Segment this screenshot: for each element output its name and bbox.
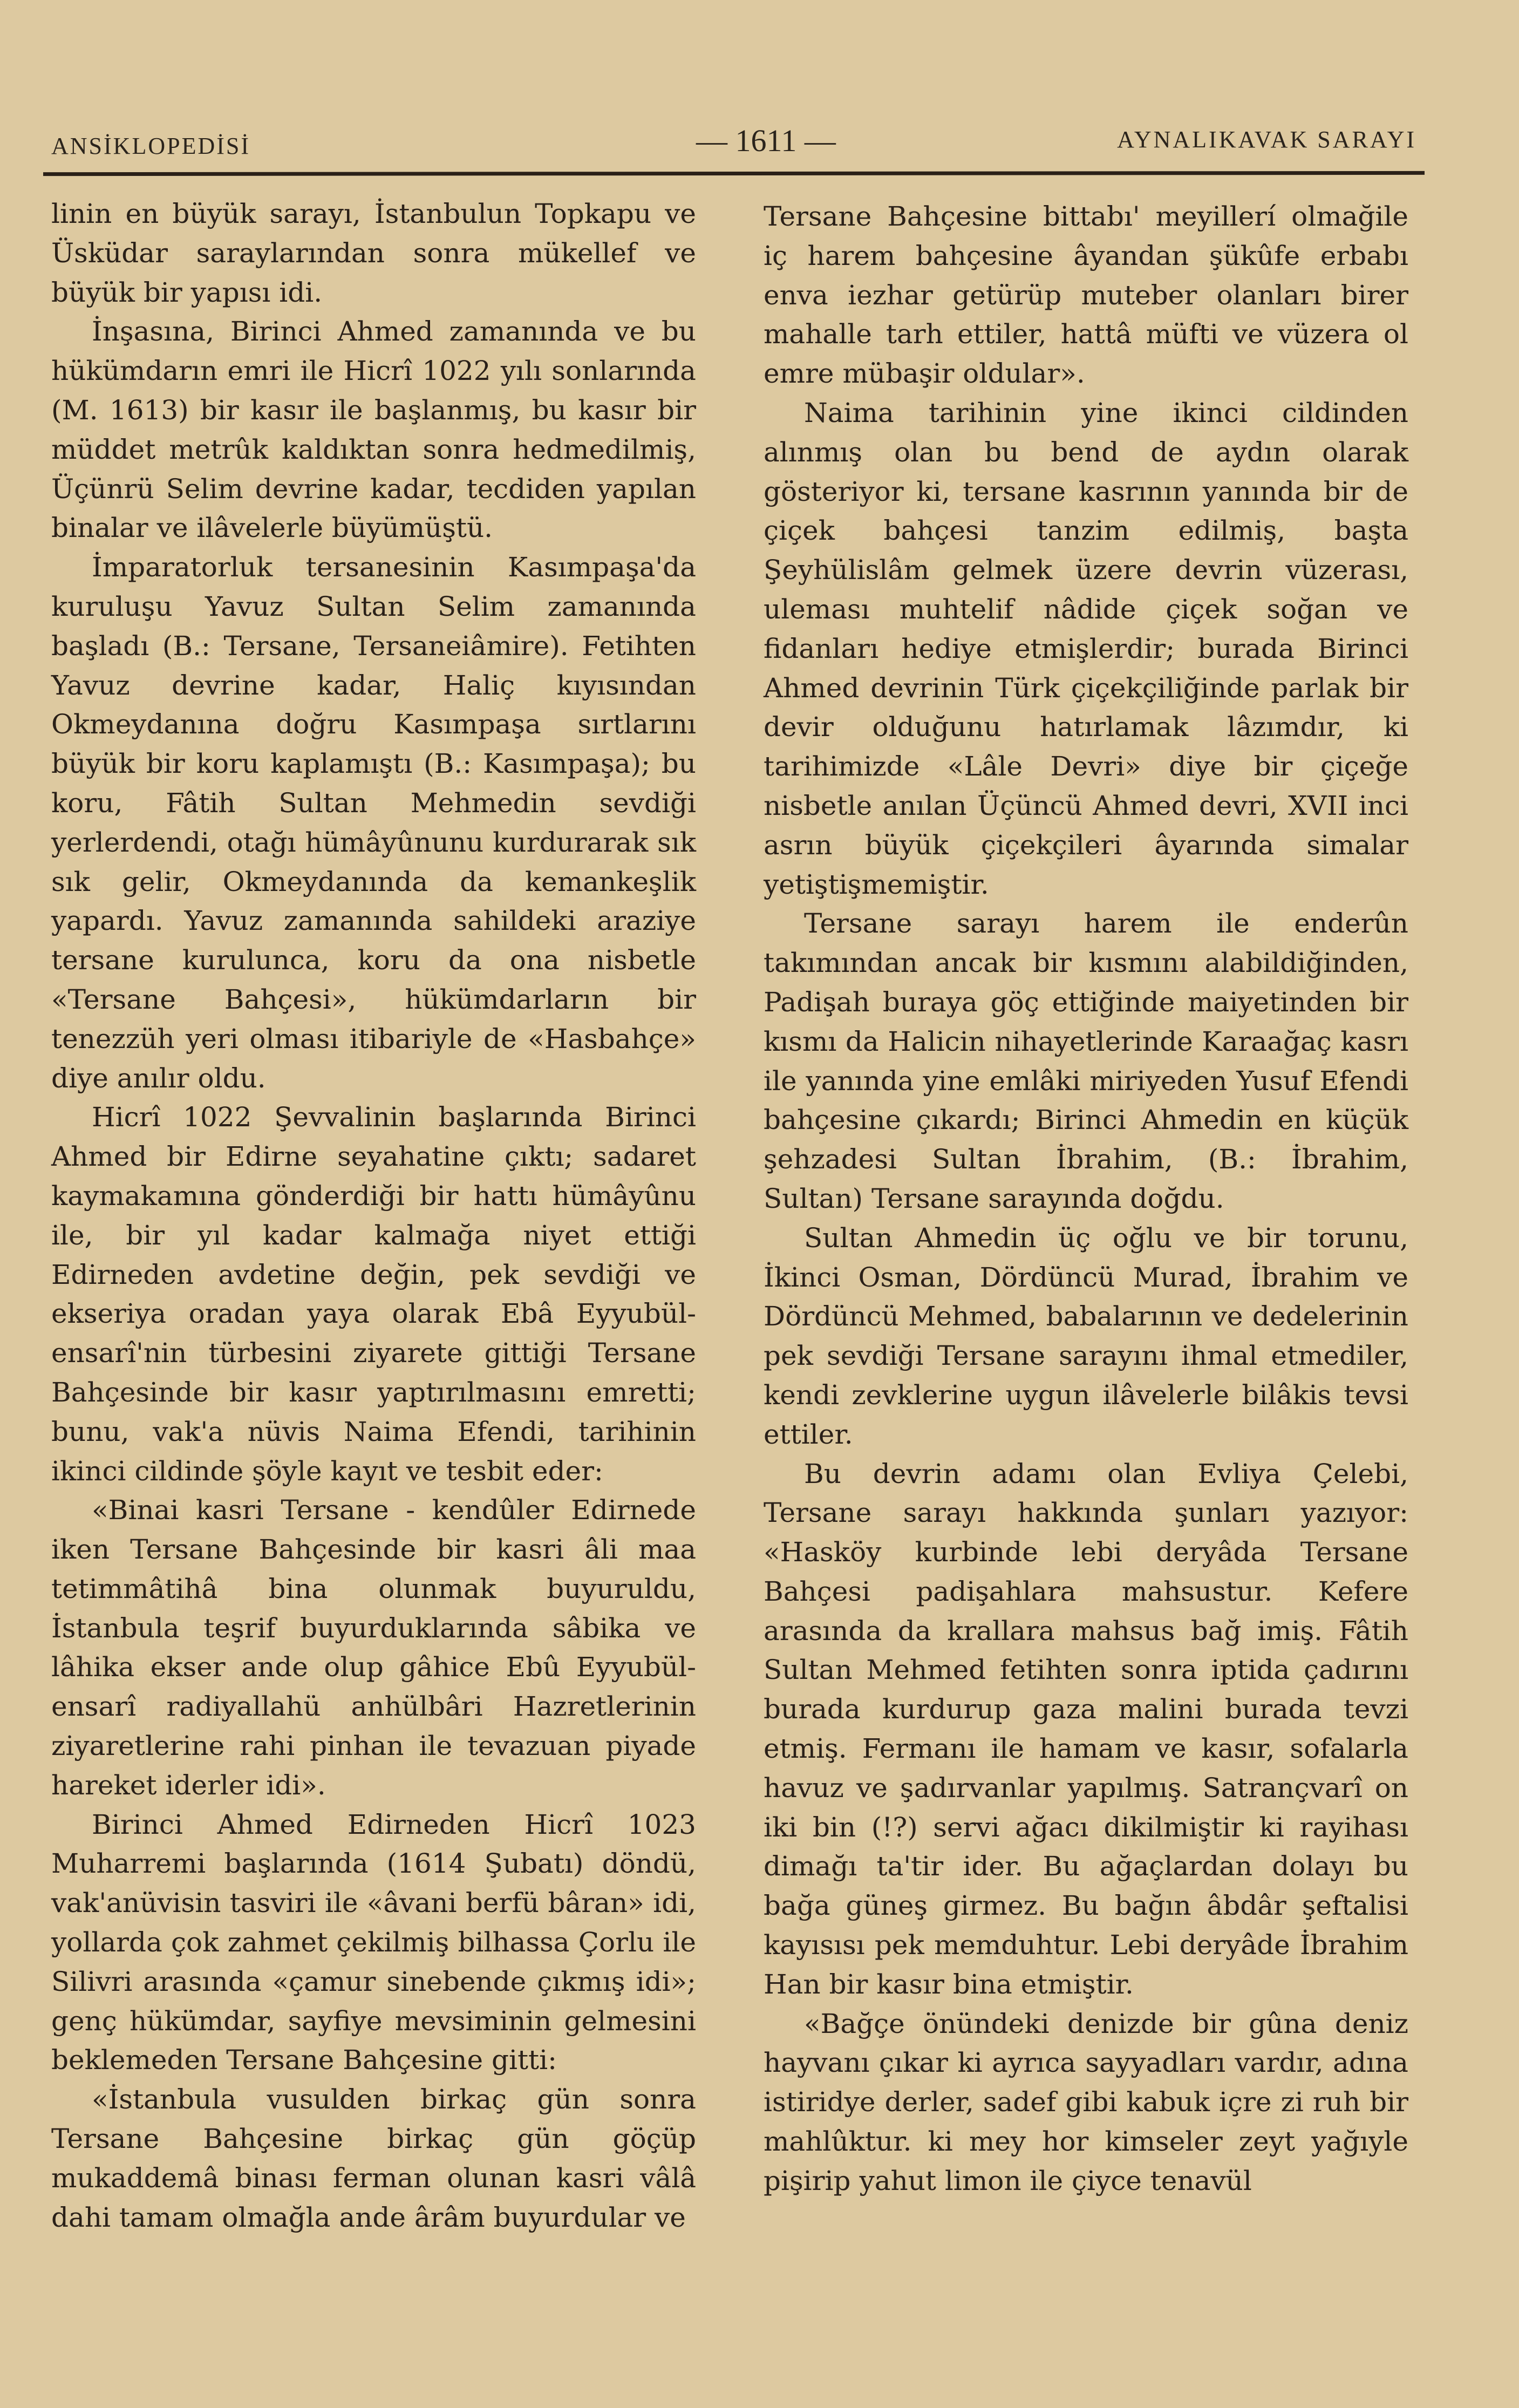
left-paragraph-1: linin en büyük sarayı, İstanbulun Topkapu ve Üsküdar saraylarından sonra mükellef ve büyük bir yapısı idi.	[51, 198, 696, 308]
right-paragraph-5: Bu devrin adamı olan Evliya Çelebi, Tersane sarayı hakkında şunları yazıyor: «Hasköy kurbinde lebi deryâda Tersane Bahçesi padişahlara mahsustur. Kefere arasında da krallara mahsus bağ imiş. Fâtih Sultan Mehmed fetihten sonra iptida çadırını burada kurdurup gaza malini burada tevzi etmiş. Fermanı ile hamam ve kasır, sofalarla havuz ve şadırvanlar yapılmış. Satrançvarî on iki bin (!?) servi ağacı dikilmiştir ki rayihası dimağı ta'tir ider. Bu ağaçlardan dolayı bu bağa güneş girmez. Bu bağın âbdâr şeftalisi kayısısı pek memduhtur. Lebi deryâde İbrahim Han bir kasır bina etmiştir.	[764, 1458, 1408, 2000]
left-paragraph-4: Hicrî 1022 Şevvalinin başlarında Birinci Ahmed bir Edirne seyahatine çıktı; sadaret kaymakamına gönderdiği bir hattı hümâyûnu ile, bir yıl kadar kalmağa niyet ettiği Edirneden avdetine değin, pek sevdiği ve ekseriya oradan yaya olarak Ebâ Eyyubül-ensarî'nin türbesini ziyarete gittiği Tersane Bahçesinde bir kasır yaptırılmasını emretti; bunu, vak'a nüvis Naima Efendi, tarihinin ikinci cildinde şöyle kayıt ve tesbit eder:	[51, 1101, 696, 1487]
header-left-title: ANSİKLOPEDİSİ	[51, 133, 250, 159]
right-paragraph-4: Sultan Ahmedin üç oğlu ve bir torunu, İkinci Osman, Dördüncü Murad, İbrahim ve Dördüncü Mehmed, babalarının ve dedelerinin pek sevdiği Tersane sarayını ihmal etmediler, kendi zevklerine uygun ilâvelerle bilâkis tevsi ettiler.	[764, 1222, 1408, 1450]
page-number: — 1611 —	[696, 123, 836, 158]
left-paragraph-5: «Binai kasri Tersane - kendûler Edirnede iken Tersane Bahçesinde bir kasri âli maa tetimmâtihâ bina olunmak buyuruldu, İstanbula teşrif buyurduklarında sâbika ve lâhika ekser ande olup gâhice Ebû Eyyubül-ensarî radiyallahü anhülbâri Hazretlerinin ziyaretlerine rahi pinhan ile tevazuan piyade hareket iderler idi».	[51, 1494, 696, 1801]
left-paragraph-7: «İstanbula vusulden birkaç gün sonra Tersane Bahçesine birkaç gün göçüp mukaddemâ binası ferman olunan kasri vâlâ dahi tamam olmağla ande ârâm buyurdular ve	[51, 2084, 696, 2233]
right-paragraph-3: Tersane sarayı harem ile enderûn takımından ancak bir kısmını alabildiğinden, Padişah buraya göç ettiğinde maiyetinden bir kısmı da Halicin nihayetlerinde Karaağaç kasrı ile yanında yine emlâki miriyeden Yusuf Efendi bahçesine çıkardı; Birinci Ahmedin en küçük şehzadesi Sultan İbrahim, (B.: İbrahim, Sultan) Tersane sarayında doğdu.	[764, 908, 1408, 1214]
header-right-title: AYNALIKAVAK SARAYI	[1117, 126, 1416, 153]
left-paragraph-3: İmparatorluk tersanesinin Kasımpaşa'da kuruluşu Yavuz Sultan Selim zamanında başladı (B.: Tersane, Tersaneiâmire). Fetihten Yavuz devrine kadar, Haliç kıyısından Okmeydanına doğru Kasımpaşa sırtlarını büyük bir koru kaplamıştı (B.: Kasımpaşa); bu koru, Fâtih Sultan Mehmedin sevdiği yerlerdendi, otağı hümâyûnunu kurdurarak sık sık gelir, Okmeydanında da kemankeşlik yapardı. Yavuz zamanında sahildeki araziye tersane kurulunca, koru da ona nisbetle «Tersane Bahçesi», hükümdarların bir tenezzüh yeri olması itibariyle de «Hasbahçe» diye anılır oldu.	[51, 552, 696, 1094]
left-paragraph-2: İnşasına, Birinci Ahmed zamanında ve bu hükümdarın emri ile Hicrî 1022 yılı sonlarında (M. 1613) bir kasır ile başlanmış, bu kasır bir müddet metrûk kaldıktan sonra hedmedilmiş, Üçünrü Selim devrine kadar, tecdiden yapılan binalar ve ilâvelerle büyümüştü.	[51, 316, 696, 544]
header-rule	[43, 171, 1425, 176]
left-paragraph-6: Birinci Ahmed Edirneden Hicrî 1023 Muharremi başlarında (1614 Şubatı) döndü, vak'anüvisin tasviri ile «âvani berfü bâran» idi, yollarda çok zahmet çekilmiş bilhassa Çorlu ile Silivri arasında «çamur sinebende çıkmış idi»; genç hükümdar, sayfiye mevsiminin gelmesini beklemeden Tersane Bahçesine gitti:	[51, 1808, 696, 2076]
left-column	[51, 194, 696, 2237]
right-column	[764, 197, 1408, 2201]
right-paragraph-2: Naima tarihinin yine ikinci cildinden alınmış olan bu bend de aydın olarak gösteriyor ki, tersane kasrının yanında bir de çiçek bahçesi tanzim edilmiş, başta Şeyhülislâm gelmek üzere devrin vüzerası, uleması muhtelif nâdide çiçek soğan ve fidanları hediye etmişlerdir; burada Birinci Ahmed devrinin Türk çiçekçiliğinde parlak bir devir olduğunu hatırlamak lâzımdır, ki tarihimizde «Lâle Devri» diye bir çiçeğe nisbetle anılan Üçüncü Ahmed devri, XVII inci asrın büyük çiçekçileri âyarında simalar yetiştişmemiştir.	[764, 397, 1408, 900]
right-paragraph-6: «Bağçe önündeki denizde bir gûna deniz hayvanı çıkar ki ayrıca sayyadları vardır, adına istiridye derler, sadef gibi kabuk içre zi ruh bir mahlûktur. ki mey hor kimseler zeyt yağıyle pişirip yahut limon ile çiyce tenavül	[764, 2008, 1408, 2196]
running-header	[49, 116, 1416, 165]
right-paragraph-1: Tersane Bahçesine bittabı' meyillerí olmağile iç harem bahçesine âyandan şükûfe erbabı enva iezhar getürüp muteber olanları birer mahalle tarh ettiler, hattâ müfti ve vüzera ol emre mübaşir oldular».	[764, 201, 1408, 390]
